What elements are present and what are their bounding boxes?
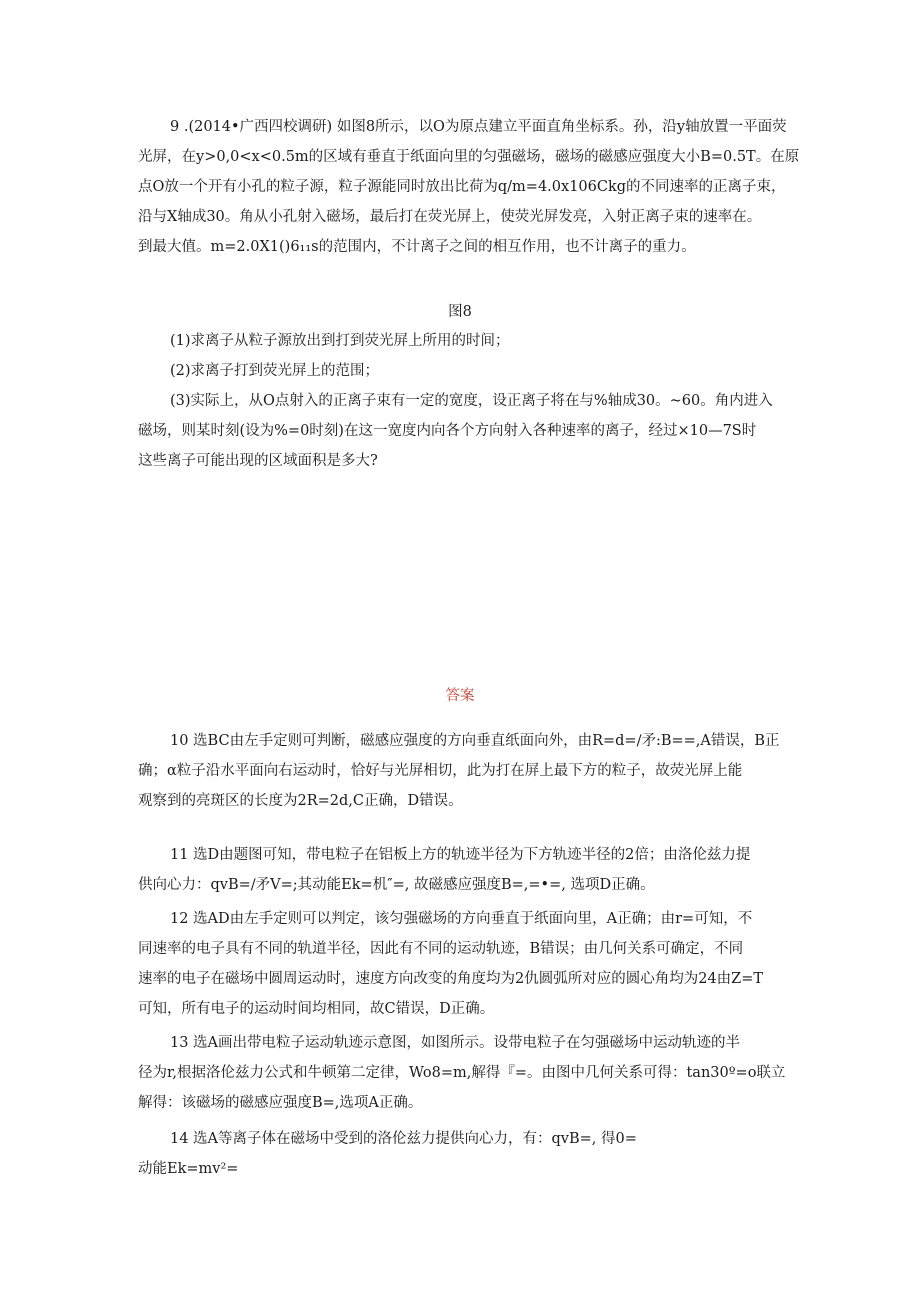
question-9-line: 沿与X轴成30。角从小孔射入磁场，最后打在荧光屏上，使荧光屏发亮，入射正离子束的速率在。 (138, 209, 762, 225)
question-9-line: 点O放一个开有小孔的粒子源，粒子源能同时放出比荷为q/m=4.0x106Ckg的不同速率的正离子束， (138, 179, 786, 195)
answer-11 (138, 840, 788, 900)
answer-11-line: 供向心力：qvB=∕矛V=;其动能Ek=机″=, 故磁感应强度B=,=•=, 选项D正确。 (138, 877, 655, 893)
sub-question-3-line: 磁场，则某时刻(设为%=0时刻)在这一宽度内向各个方向射入各种速率的离子，经过×10—7S时 (138, 423, 757, 439)
sub-question-2: (2)求离子打到荧光屏上的范围； (170, 363, 380, 379)
answer-10-line: 10 选BC由左手定则可判断，磁感应强度的方向垂直纸面向外，由R=d=∕矛:B==,A错误，B正 (170, 733, 780, 749)
answer-14-line: 动能Ek=mv²= (138, 1161, 239, 1177)
answer-10-line: 观察到的亮斑区的长度为2R=2d,C正确，D错误。 (138, 793, 463, 809)
answer-13-line: 径为r,根据洛伦兹力公式和牛顿第二定律，Wo8=m,解得『=。由图中几何关系可得：tan30º=o联立 (138, 1065, 786, 1081)
figure-caption: 图8 (448, 304, 472, 320)
question-9-subquestions (138, 326, 788, 476)
answer-12 (138, 904, 788, 1024)
answer-12-line: 可知，所有电子的运动时间均相同，故C错误，D正确。 (138, 1001, 495, 1017)
answer-heading: 答案 (445, 688, 475, 704)
answer-13-line: 解得：该磁场的磁感应强度B=,选项A正确。 (138, 1095, 423, 1111)
sub-question-1: (1)求离子从粒子源放出到打到荧光屏上所用的时间； (170, 333, 510, 349)
answer-13-line: 13 选A画出带电粒子运动轨迹示意图，如图所示。设带电粒子在匀强磁场中运动轨迹的半 (170, 1035, 741, 1051)
answer-10 (138, 726, 788, 816)
answer-12-line: 12 选AD由左手定则可以判定，该匀强磁场的方向垂直于纸面向里，A正确；由r=可知，不 (170, 911, 753, 927)
question-9-line: 9 .(2014•广西四校调研) 如图8所示，以O为原点建立平面直角坐标系。孙，沿y轴放置一平面荧 (170, 119, 787, 135)
sub-question-3-line: (3)实际上，从O点射入的正离子束有一定的宽度，设正离子将在与%轴成30。~60。角内进入 (170, 393, 773, 409)
answer-14-line: 14 选A等离子体在磁场中受到的洛伦兹力提供向心力，有：qvB=, 得0= (170, 1131, 637, 1147)
answer-13 (138, 1028, 788, 1118)
question-9-line: 到最大值。m=2.0X1()6₁₁s的范围内，不计离子之间的相互作用，也不计离子的重力。 (138, 239, 696, 255)
answer-14 (138, 1124, 788, 1184)
sub-question-3-line: 这些离子可能出现的区域面积是多大? (138, 453, 378, 469)
answer-12-line: 速率的电子在磁场中圆周运动时，速度方向改变的角度均为2仇圆弧所对应的圆心角均为24由Z=T (138, 971, 764, 987)
answer-12-line: 同速率的电子具有不同的轨道半径，因此有不同的运动轨迹，B错误；由几何关系可确定，不同 (138, 941, 744, 957)
answer-10-line: 确；α粒子沿水平面向右运动时，恰好与光屏相切，此为打在屏上最下方的粒子，故荧光屏上能 (138, 763, 743, 779)
question-9-line: 光屏，在y>0,0<x<0.5m的区域有垂直于纸面向里的匀强磁场，磁场的磁感应强度大小B=0.5T。在原 (138, 149, 800, 165)
question-9 (138, 112, 800, 262)
answer-11-line: 11 选D由题图可知，带电粒子在铝板上方的轨迹半径为下方轨迹半径的2倍；由洛伦兹力提 (170, 847, 751, 863)
